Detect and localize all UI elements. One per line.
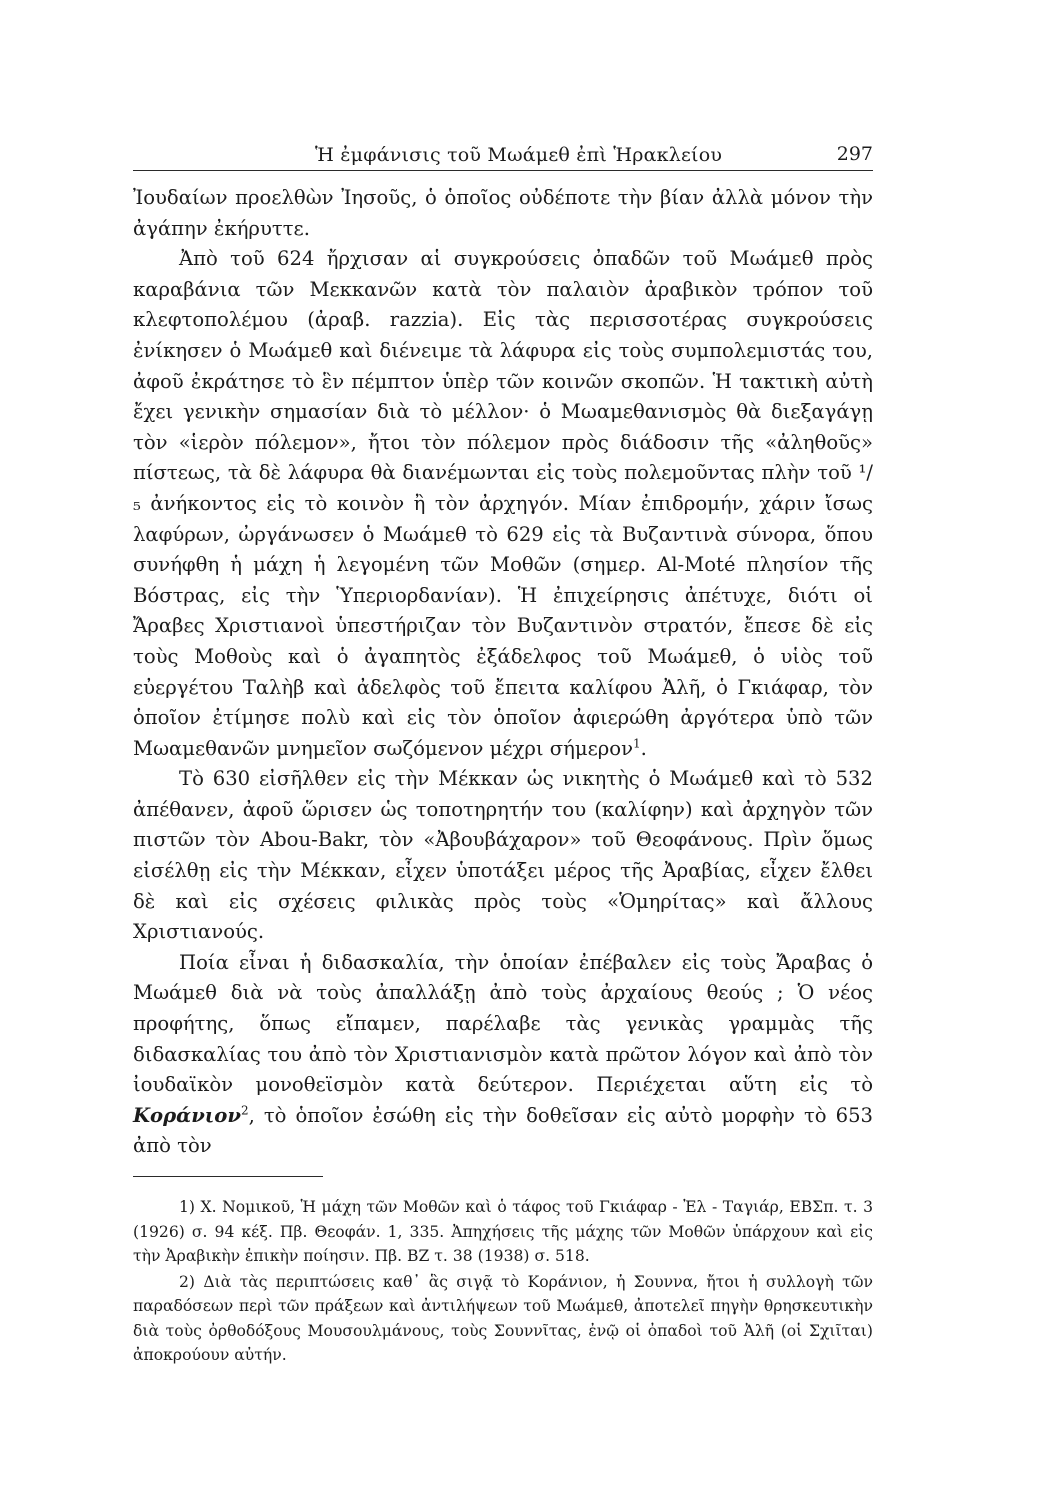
paragraph-1: Ἰουδαίων προελθὼν Ἰησοῦς, ὁ ὁποῖος οὐδέποτε τὴν βίαν ἀλλὰ μόνον τὴν ἀγάπην ἐκήρυττε. [133,186,873,240]
main-text [133,183,873,1162]
footnote-1: 1) Χ. Νομικοῦ, Ἡ μάχη τῶν Μοθῶν καὶ ὁ τάφος τοῦ Γκιάφαρ - Ἐλ - Ταγιάρ, ΕΒΣπ. τ. 3 (1926) σ. 94 κέξ. Πβ. Θεοφάν. 1, 335. Ἀπηχήσεις τῆς μάχης τῶν Μοθῶν ὑπάρχουν καὶ εἰς τὴν Ἀραβικὴν ἐπικὴν ποίησιν. Πβ. ΒΖ τ. 38 (1938) σ. 518. [133,1198,873,1265]
paragraph-3: Τὸ 630 εἰσῆλθεν εἰς τὴν Μέκκαν ὡς νικητὴς ὁ Μωάμεθ καὶ τὸ 532 ἀπέθανεν, ἀφοῦ ὥρισεν ὡς τοποτηρητήν του (καλίφην) καὶ ἀρχηγὸν τῶν πιστῶν τὸν Abou-Bakr, τὸν «Ἀβουβάχαρον» τοῦ Θεοφάνους. Πρὶν ὅμως εἰσέλθῃ εἰς τὴν Μέκκαν, εἶχεν ὑποτάξει μέρος τῆς Ἀραβίας, εἶχεν ἔλθει δὲ καὶ εἰς σχέσεις φιλικὰς πρὸς τοὺς «Ὁμηρίτας» καὶ ἄλλους Χριστιανούς. [133,767,873,944]
footnote-divider [133,1176,323,1177]
running-title: Ἡ ἐμφάνισις τοῦ Μωάμεθ ἐπὶ Ἡρακλείου [315,144,723,166]
paragraph-2 [133,244,873,764]
paragraph-2-text: Ἀπὸ τοῦ 624 ἤρχισαν αἱ συγκρούσεις ὀπαδῶν τοῦ Μωάμεθ πρὸς καραβάνια τῶν Μεκκανῶν κατὰ τὸν παλαιὸν ἀραβικὸν τρόπον τοῦ κλεφτοπολέμου (ἀραβ. razzia). Εἰς τὰς περισσοτέρας συγκρούσεις ἐνίκησεν ὁ Μωάμεθ καὶ διένειμε τὰ λάφυρα εἰς τοὺς συμπολεμιστάς του, ἀφοῦ ἐκράτησε τὸ ἓν πέμπτον ὑπὲρ τῶν κοινῶν σκοπῶν. Ἡ τακτικὴ αὐτὴ ἔχει γενικὴν σημασίαν διὰ τὸ μέλλον· ὁ Μωαμεθανισμὸς θὰ διεξαγάγῃ τὸν «ἱερὸν πόλεμον», ἤτοι τὸν πόλεμον πρὸς διάδοσιν τῆς «ἀληθοῦς» πίστεως, τὰ δὲ λάφυρα θὰ διανέμωνται εἰς τοὺς πολεμοῦντας πλὴν τοῦ ¹/₅ ἀνήκοντος εἰς τὸ κοινὸν ἢ τὸν ἀρχηγόν. Μίαν ἐπιδρομήν, χάριν ἴσως λαφύρων, ὠργάνωσεν ὁ Μωάμεθ τὸ 629 εἰς τὰ Βυζαντινὰ σύνορα, ὅπου συνήφθη ἡ μάχη ἡ λεγομένη τῶν Μοθῶν (σημερ. Al-Moté πλησίον τῆς Βόστρας, εἰς τὴν Ὑπεριορδανίαν). Ἡ ἐπιχείρησις ἀπέτυχε, διότι οἱ Ἄραβες Χριστιανοὶ ὑπεστήριζαν τὸν Βυζαντινὸν στρατόν, ἔπεσε δὲ εἰς τοὺς Μοθοὺς καὶ ὁ ἀγαπητὸς ἐξάδελφος τοῦ Μωάμεθ, ὁ υἱὸς τοῦ εὐεργέτου Ταλὴβ καὶ ἀδελφὸς τοῦ ἔπειτα καλίφου Ἀλῆ, ὁ Γκιάφαρ, τὸν ὁποῖον ἐτίμησε πολὺ καὶ εἰς τὸν ὁποῖον ἀφιερώθη ἀργότερα ὑπὸ τῶν Μωαμεθανῶν μνημεῖον σωζόμενον μέχρι σήμερον [133,247,873,760]
koran-term: Κοράνιον [133,1103,241,1127]
running-header [133,140,873,171]
footnote-ref-2: 2 [240,1103,249,1118]
paragraph-4-end: , τὸ ὁποῖον ἐσώθη εἰς τὴν δοθεῖσαν εἰς αὐτὸ μορφὴν τὸ 653 ἀπὸ τὸν [133,1103,873,1158]
book-page [133,140,873,1368]
footnote-ref-1: 1 [633,736,641,751]
paragraph-2-end: . [640,736,647,760]
page-number: 297 [836,143,873,165]
paragraph-4-text: Ποία εἶναι ἡ διδασκαλία, τὴν ὁποίαν ἐπέβαλεν εἰς τοὺς Ἄραβας ὁ Μωάμεθ διὰ νὰ τοὺς ἀπαλλάξῃ ἀπὸ τοὺς ἀρχαίους θεούς ; Ὁ νέος προφήτης, ὅπως εἴπαμεν, παρέλαβε τὰς γενικὰς γραμμὰς τῆς διδασκαλίας του ἀπὸ τὸν Χριστιανισμὸν κατὰ πρῶτον λόγον καὶ ἀπὸ τὸν ἰουδαϊκὸν μονοθεϊσμὸν κατὰ δεύτερον. Περιέχεται αὕτη εἰς τὸ [133,950,873,1097]
footnotes [133,1195,873,1368]
paragraph-4 [133,948,873,1162]
footnote-2: 2) Διὰ τὰς περιπτώσεις καθ᾽ ἃς σιγᾷ τὸ Κοράνιον, ἡ Σουννα, ἤτοι ἡ συλλογὴ τῶν παραδόσεων περὶ τῶν πράξεων καὶ ἀντιλήψεων τοῦ Μωάμεθ, ἀποτελεῖ πηγὴν θρησκευτικὴν διὰ τοὺς ὀρθοδόξους Μουσουλμάνους, τοὺς Σουννῖτας, ἐνῷ οἱ ὀπαδοὶ τοῦ Ἀλῆ (οἱ Σχιῖται) ἀποκρούουν αὐτήν. [133,1272,873,1364]
